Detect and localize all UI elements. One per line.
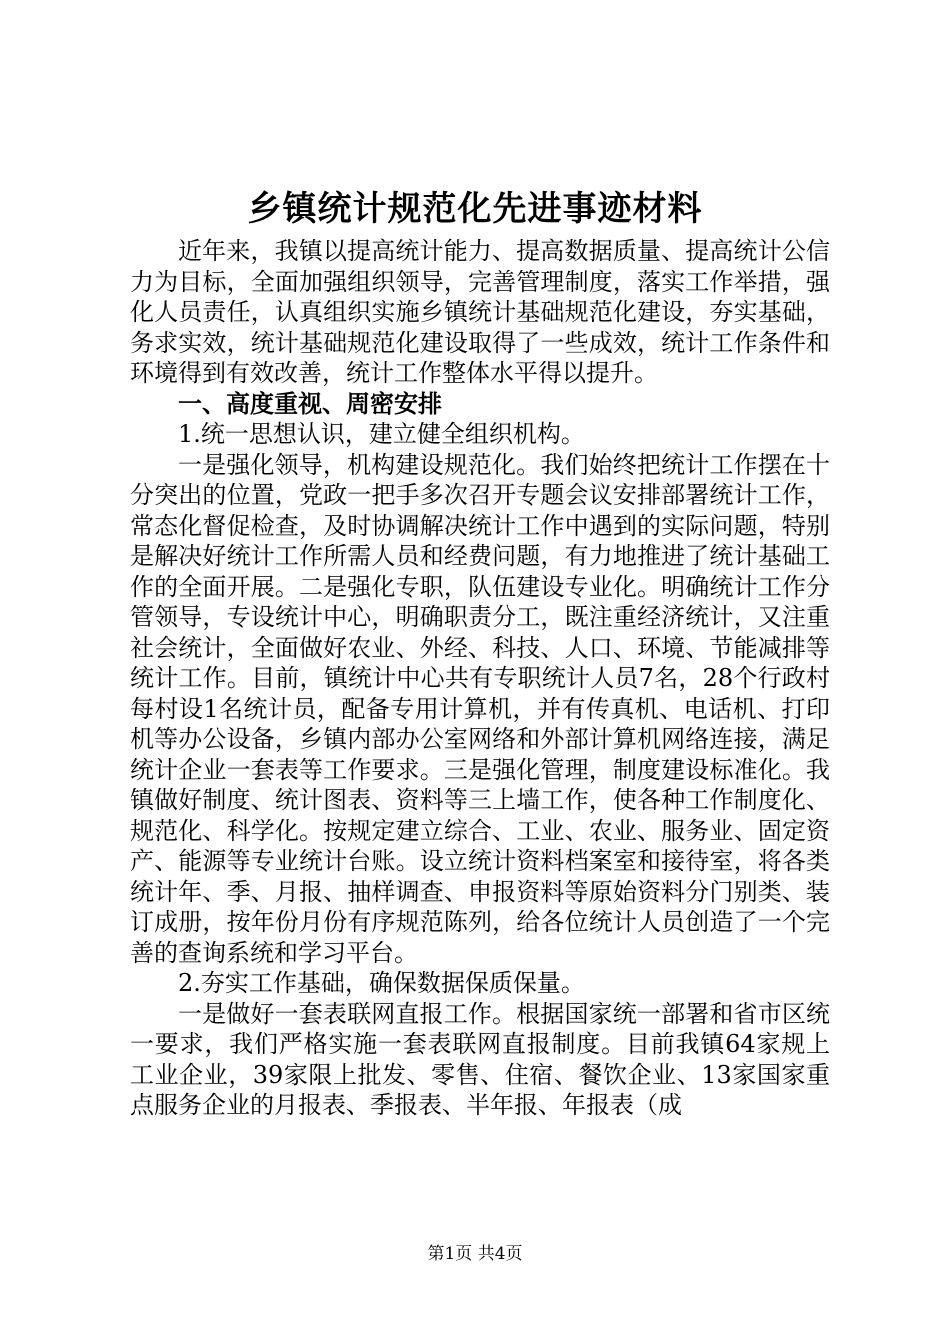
section-heading: 一、高度重视、周密安排 — [178, 389, 442, 418]
page-footer: 第1页 共4页 — [427, 1244, 523, 1264]
document-title: 乡镇统计规范化先进事迹材料 — [247, 189, 703, 229]
body-paragraph: 一是做好一套表联网直报工作。根据国家统一部署和省市区统一要求，我们严格实施一套表联网直报制度。目前我镇64家规上工业企业，39家限上批发、零售、住宿、餐饮企业、13家国家重点服务企业的月报表、季报表、半年报、年报表（成 — [130, 999, 830, 1119]
document-body — [130, 236, 830, 1121]
body-paragraph: 一是强化领导，机构建设规范化。我们始终把统计工作摆在十分突出的位置，党政一把手多次召开专题会议安排部署统计工作，常态化督促检查，及时协调解决统计工作中遇到的实际问题，特别是解决好统计工作所需人员和经费问题，有力地推进了统计基础工作的全面开展。二是强化专职，队伍建设专业化。明确统计工作分管领导，专设统计中心，明确职责分工，既注重经济统计，又注重社会统计，全面做好农业、外经、科技、人口、环境、节能减排等统计工作。目前，镇统计中心共有专职统计人员7名，28个行政村每村设1名统计员，配备专用计算机，并有传真机、电话机、打印机等办公设备，乡镇内部办公室网络和外部计算机网络连接，满足统计企业一套表等工作要求。三是强化管理，制度建设标准化。我镇做好制度、统计图表、资料等三上墙工作，使各种工作制度化、规范化、科学化。按规定建立综合、工业、农业、服务业、固定资产、能源等专业统计台账。设立统计资料档案室和接待室，将各类统计年、季、月报、抽样调查、申报资料等原始资料分门别类、装订成册，按年份月份有序规范陈列，给各位统计人员创造了一个完善的查询系统和学习平台。 — [130, 450, 830, 967]
subsection-heading: 2.夯实工作基础，确保数据保质保量。 — [178, 969, 585, 997]
subsection-heading: 1.统一思想认识，建立健全组织机构。 — [178, 420, 585, 448]
intro-paragraph: 近年来，我镇以提高统计能力、提高数据质量、提高统计公信力为目标，全面加强组织领导，完善管理制度，落实工作举措，强化人员责任，认真组织实施乡镇统计基础规范化建设，夯实基础，务求实效，统计基础规范化建设取得了一些成效，统计工作条件和环境得到有效改善，统计工作整体水平得以提升。 — [130, 237, 830, 387]
